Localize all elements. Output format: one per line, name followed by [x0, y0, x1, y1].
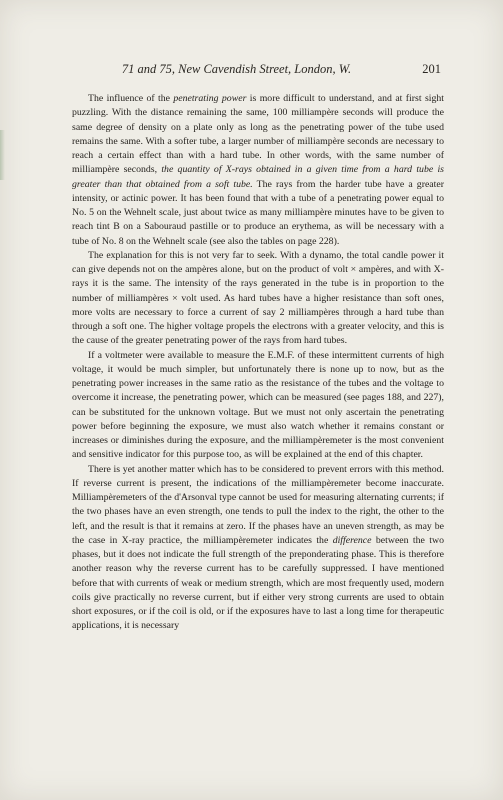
italic-text: penetrating power [173, 93, 247, 104]
text-run: between the two phases, but it does not indicate the full strength of the preponderating phase. This is therefore another reason why the reverse current has to be carefully suppressed. I have mentioned before that with currents of weak or medium strength, which are most frequently used, modern coils give practically no reverse current, but if either very strong currents are used to obtain short exposures, or if the coil is old, or if the exposures have to last a long time for therapeutic applications, it is necessary [72, 534, 444, 632]
page-number: 201 [422, 62, 441, 76]
paragraph [72, 463, 444, 634]
text-run: The rays from the harder tube have a greater intensity, or actinic power. It has been found that with a tube of a penetrating power equal to No. 5 on the Wehnelt scale, just about twice as many milliampère minutes have to be given to reach tint B on a Sabouraud pastille or to produce an erythema, as will be necessary with a tube of No. 8 on the Wehnelt scale (see also the tables on page 228). [72, 178, 444, 247]
text-run: The explanation for this is not very far to seek. With a dynamo, the total candle power it can give depends not on the ampères alone, but on the product of volt × ampères, and with X-rays it is the same. The intensity of the rays generated in the tube is in proportion to the number of milliampères × volt used. As hard tubes have a higher resistance than soft ones, more volts are necessary to force a current of say 2 milliampères through a hard tube than through a soft one. The higher voltage propels the electrons with a greater velocity, and this is the cause of the greater penetrating power of the rays from hard tubes. [72, 249, 444, 347]
italic-text: difference [332, 534, 372, 546]
body-text [72, 92, 444, 634]
italic-text: the quantity of X-rays obtained in a given time from a hard tube is greater than that obtained from a soft tube. [72, 164, 444, 190]
paragraph [72, 92, 444, 249]
paragraph [72, 249, 444, 349]
text-run: The influence of the [88, 93, 174, 104]
page-edge-stain [0, 130, 5, 180]
text-run: There is yet another matter which has to be considered to prevent errors with this method. If reverse current is present, the indications of the milliampèremeter become inaccurate. Milliampèremeters of the d'Arsonval type cannot be used for measuring alternating currents; if the two phases have an even strength, one tends to pull the index to the right, the other to the left, and the result is that it remains at zero. If the phases have an uneven strength, as may be the case in X-ray practice, the milliampèremeter indicates the [72, 463, 444, 546]
text-run: is more difficult to understand, and at first sight puzzling. With the distance remaining the same, 100 milliampère seconds will produce the same degree of density on a plate only as long as the penetrating power of the tube used remains the same. With a softer tube, a larger number of milliampère seconds are necessary to reach a certain effect than with a hard tube. In other words, with the same number of milliampère seconds, [72, 93, 444, 176]
page-header [72, 62, 441, 78]
running-title: 71 and 75, New Cavendish Street, London, W. [121, 62, 352, 76]
text-run: If a voltmeter were available to measure the E.M.F. of these intermittent currents of high voltage, it would be much simpler, but unfortunately there is none up to now, but as the penetrating power increases in the same ratio as the resistance of the tubes and the voltage to overcome it increase, the penetrating power, which can be measured (see pages 188, and 227), can be substituted for the unknown voltage. But we must not only ascertain the penetrating power before beginning the exposure, we must also watch whether it remains constant or increases or diminishes during the exposure, and the milliampèremeter is the most convenient and sensitive indicator for this purpose too, as will be explained at the end of this chapter. [72, 349, 444, 461]
paragraph [72, 349, 444, 463]
